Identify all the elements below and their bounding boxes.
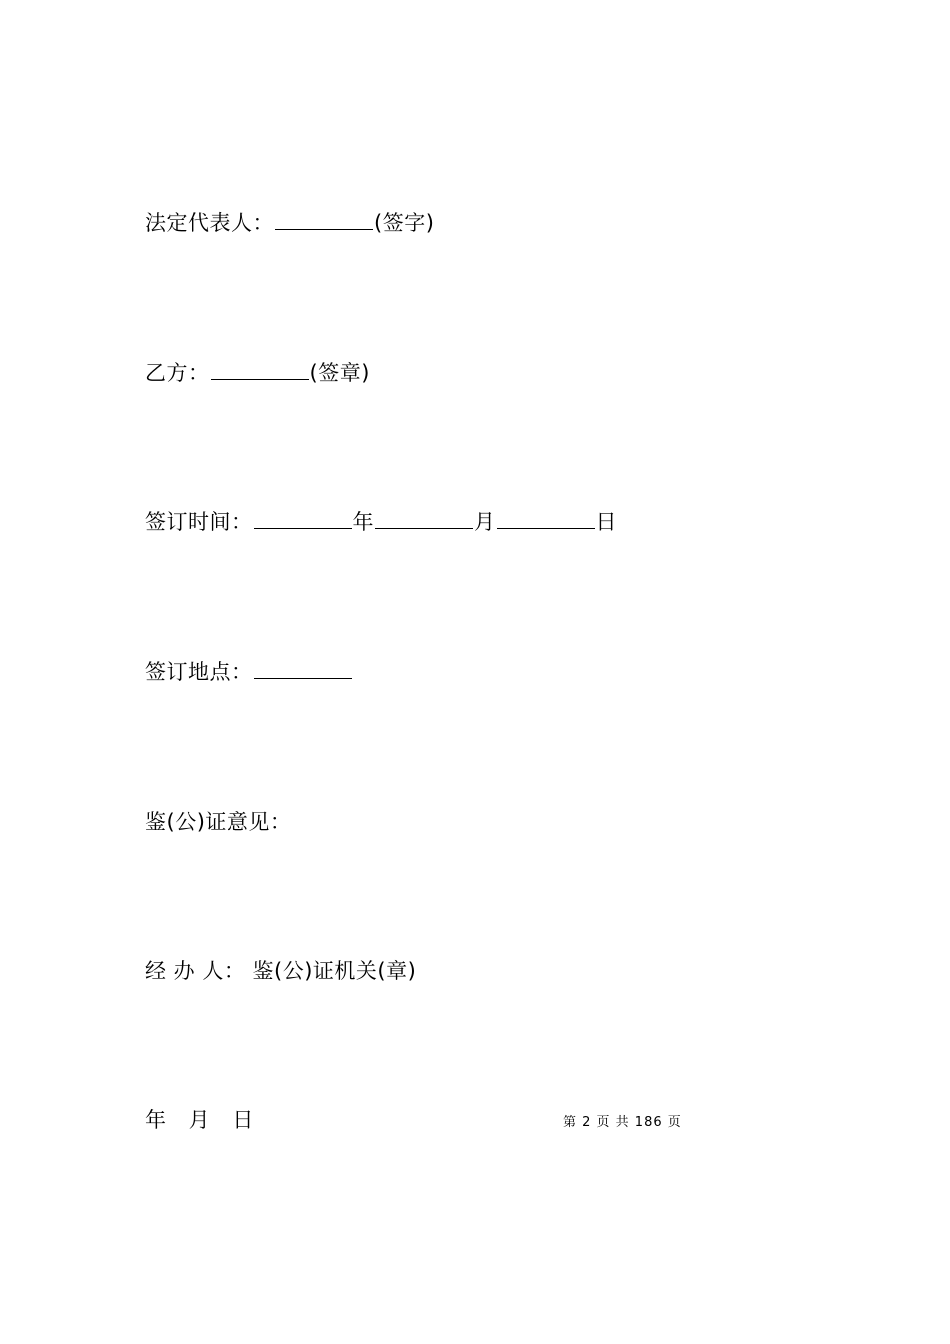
sign-place-label: 签订地点： [145, 660, 253, 684]
page-number: 第 2 页 共 186 页 [563, 1115, 682, 1130]
sign-year-blank[interactable] [254, 510, 352, 529]
party-b-line [145, 359, 370, 387]
date-line: 年 月 日 [145, 1108, 262, 1132]
notary-office-label: 鉴(公)证机关(章) [252, 959, 417, 983]
legal-representative-suffix: (签字) [374, 211, 435, 235]
notary-opinion-line [145, 808, 291, 836]
sign-place-blank[interactable] [254, 660, 352, 679]
legal-representative-line [145, 209, 434, 237]
sign-month-blank[interactable] [375, 510, 473, 529]
year-char: 年 [352, 510, 374, 534]
month-char: 月 [474, 510, 496, 534]
legal-representative-label: 法定代表人： [145, 211, 274, 235]
sign-day-blank[interactable] [497, 510, 595, 529]
party-b-suffix: (签章) [309, 361, 370, 385]
party-b-blank[interactable] [211, 361, 309, 380]
handler-label: 经 办 人： [145, 959, 246, 983]
day-char: 日 [595, 510, 617, 534]
handler-line [145, 957, 416, 985]
sign-place-line [145, 658, 353, 686]
legal-representative-blank[interactable] [275, 211, 373, 230]
notary-opinion-label: 鉴(公)证意见： [145, 810, 292, 834]
sign-time-line [145, 508, 617, 536]
party-b-label: 乙方： [145, 361, 210, 385]
sign-time-label: 签订时间： [145, 510, 253, 534]
